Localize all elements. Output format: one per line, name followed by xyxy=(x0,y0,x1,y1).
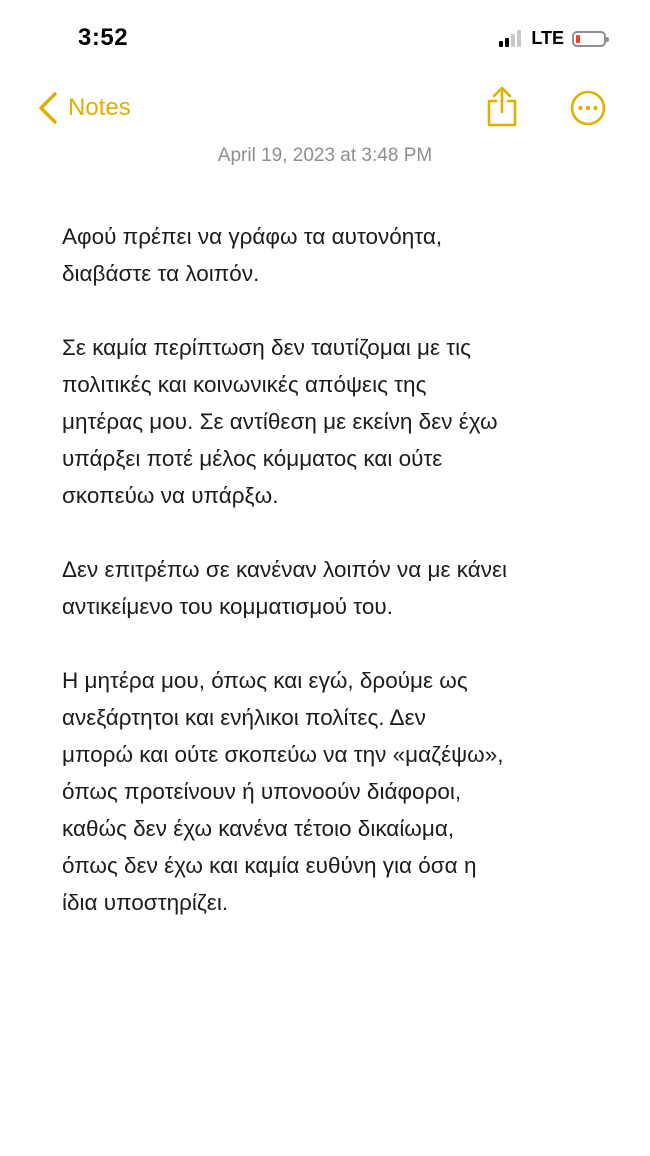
cellular-signal-icon xyxy=(499,30,523,47)
note-line: όπως δεν έχω και καμία ευθύνη για όσα η xyxy=(62,853,477,878)
note-line: Η μητέρα μου, όπως και εγώ, δρούμε ως xyxy=(62,668,468,693)
note-line: διαβάστε τα λοιπόν. xyxy=(62,261,260,286)
note-line: ανεξάρτητοι και ενήλικοι πολίτες. Δεν xyxy=(62,705,426,730)
note-line: Σε καμία περίπτωση δεν ταυτίζομαι με τις xyxy=(62,335,472,360)
note-line: σκοπεύω να υπάρξω. xyxy=(62,483,279,508)
note-line: καθώς δεν έχω κανένα τέτοιο δικαίωμα, xyxy=(62,816,455,841)
note-line: Δεν επιτρέπω σε κανέναν λοιπόν να με κάνει xyxy=(62,557,508,582)
ellipsis-circle-icon[interactable] xyxy=(570,90,606,126)
note-line: όπως προτείνουν ή υπονοούν διάφοροι, xyxy=(62,779,462,804)
note-line: αντικείμενο του κομματισμού του. xyxy=(62,594,393,619)
note-paragraph xyxy=(62,218,622,292)
note-body[interactable] xyxy=(62,218,622,958)
note-line: υπάρξει ποτέ μέλος κόμματος και ούτε xyxy=(62,446,443,471)
chevron-left-icon xyxy=(36,90,60,126)
share-icon[interactable] xyxy=(484,86,520,128)
note-line: πολιτικές και κοινωνικές απόψεις της xyxy=(62,372,427,397)
network-type: LTE xyxy=(531,28,564,48)
status-indicators xyxy=(499,28,606,49)
status-bar xyxy=(0,0,650,80)
note-date: April 19, 2023 at 3:48 PM xyxy=(217,145,433,166)
note-line: ίδια υποστηρίζει. xyxy=(62,890,229,915)
note-line: μπορώ και ούτε σκοπεύω να την «μαζέψω», xyxy=(62,742,504,767)
battery-level xyxy=(576,35,580,43)
note-paragraph xyxy=(62,329,622,514)
battery-icon xyxy=(572,31,606,47)
back-button[interactable] xyxy=(36,90,131,126)
note-paragraph xyxy=(62,662,622,921)
status-time: 3:52 xyxy=(78,24,129,51)
back-button-label: Notes xyxy=(68,94,131,121)
note-line: μητέρας μου. Σε αντίθεση με εκείνη δεν έχω xyxy=(62,409,498,434)
note-paragraph xyxy=(62,551,622,625)
note-line: Αφού πρέπει να γράφω τα αυτονόητα, xyxy=(62,224,443,249)
